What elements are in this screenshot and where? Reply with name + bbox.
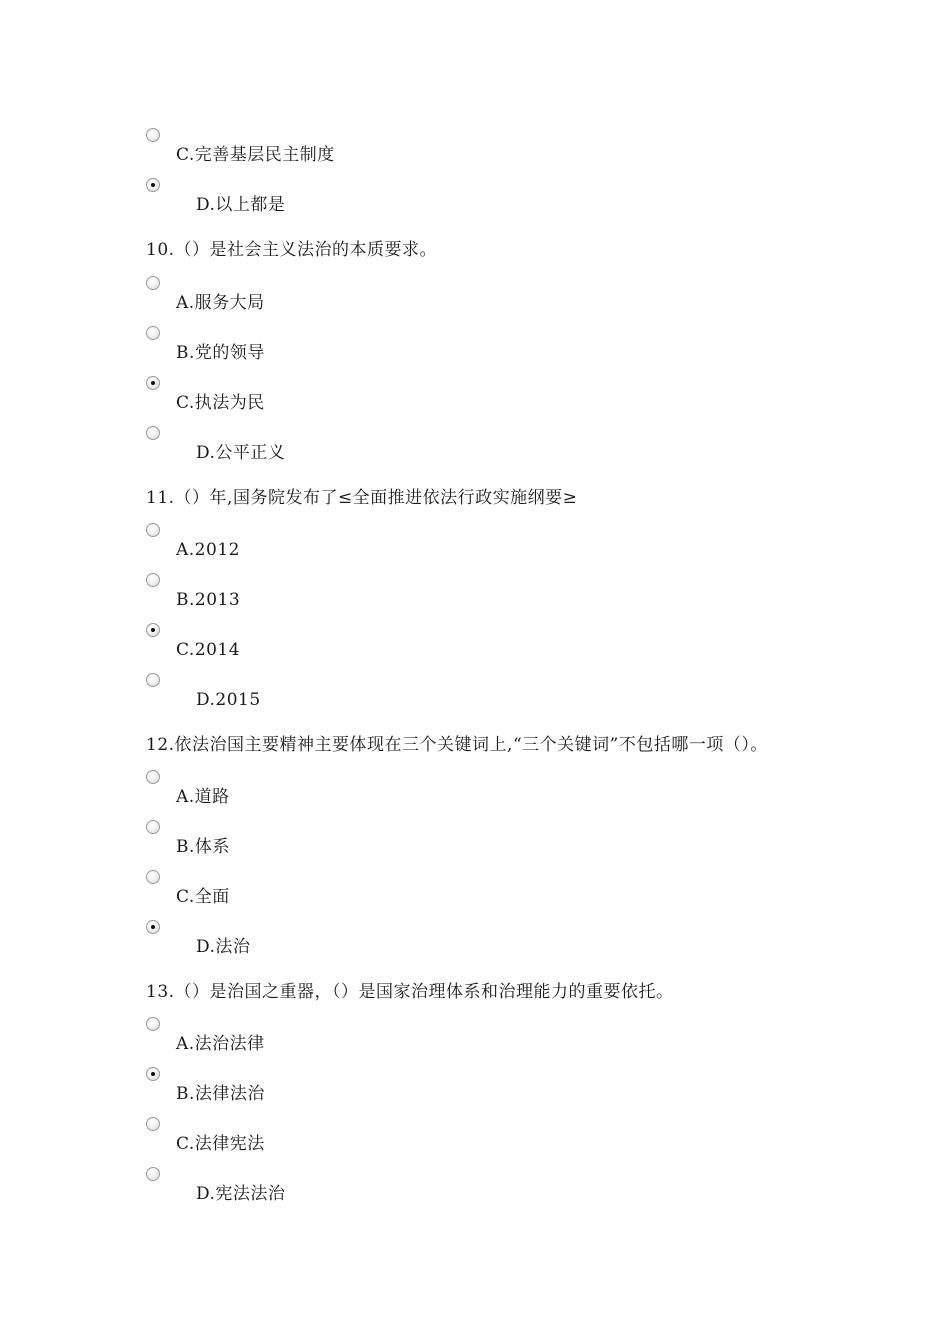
radio-q13-d[interactable] [146, 1167, 160, 1181]
option-label-q10-b: B.党的领导 [176, 343, 265, 363]
option-label-q10-c: C.执法为民 [176, 393, 265, 413]
option-label-q13-b: B.法律法治 [176, 1084, 265, 1104]
radio-dot [151, 628, 155, 632]
option-label-q10-d: D.公平正义 [196, 443, 286, 463]
option-label-q10-a: A.服务大局 [176, 293, 265, 313]
question-12-stem: 12.依法治国主要精神主要体现在三个关键词上,“三个关键词”不包括哪一项（）。 [146, 735, 768, 755]
option-label-q13-a: A.法治法律 [176, 1034, 265, 1054]
question-11-stem: 11.（）年,国务院发布了≤全面推进依法行政实施纲要≥ [146, 488, 578, 508]
option-label-q11-b: B.2013 [176, 590, 241, 610]
radio-q10-b[interactable] [146, 326, 160, 340]
radio-q11-c[interactable] [146, 623, 160, 637]
radio-q12-c[interactable] [146, 870, 160, 884]
option-label-q11-d: D.2015 [196, 690, 261, 710]
option-label-q11-a: A.2012 [176, 540, 240, 560]
radio-q13-a[interactable] [146, 1017, 160, 1031]
radio-q12-d[interactable] [146, 920, 160, 934]
radio-q11-d[interactable] [146, 673, 160, 687]
radio-q10-c[interactable] [146, 376, 160, 390]
option-label-q9-d: D.以上都是 [196, 195, 286, 215]
question-13-stem: 13.（）是治国之重器，（）是国家治理体系和治理能力的重要依托。 [146, 982, 674, 1002]
radio-q12-b[interactable] [146, 820, 160, 834]
radio-dot [151, 1072, 155, 1076]
option-label-q13-c: C.法律宪法 [176, 1134, 265, 1154]
option-label-q12-c: C.全面 [176, 887, 230, 907]
option-label-q11-c: C.2014 [176, 640, 241, 660]
radio-q12-a[interactable] [146, 770, 160, 784]
option-label-q9-c: C.完善基层民主制度 [176, 145, 335, 165]
option-label-q12-d: D.法治 [196, 937, 251, 957]
radio-q11-b[interactable] [146, 573, 160, 587]
radio-q9-d[interactable] [146, 178, 160, 192]
radio-q13-b[interactable] [146, 1067, 160, 1081]
radio-q9-c[interactable] [146, 128, 160, 142]
radio-dot [151, 183, 155, 187]
radio-dot [151, 381, 155, 385]
option-label-q12-b: B.体系 [176, 837, 230, 857]
radio-dot [151, 925, 155, 929]
radio-q10-a[interactable] [146, 276, 160, 290]
option-label-q13-d: D.宪法法治 [196, 1184, 286, 1204]
radio-q11-a[interactable] [146, 523, 160, 537]
option-label-q12-a: A.道路 [176, 787, 230, 807]
radio-q13-c[interactable] [146, 1117, 160, 1131]
radio-q10-d[interactable] [146, 426, 160, 440]
question-10-stem: 10.（）是社会主义法治的本质要求。 [146, 240, 438, 260]
